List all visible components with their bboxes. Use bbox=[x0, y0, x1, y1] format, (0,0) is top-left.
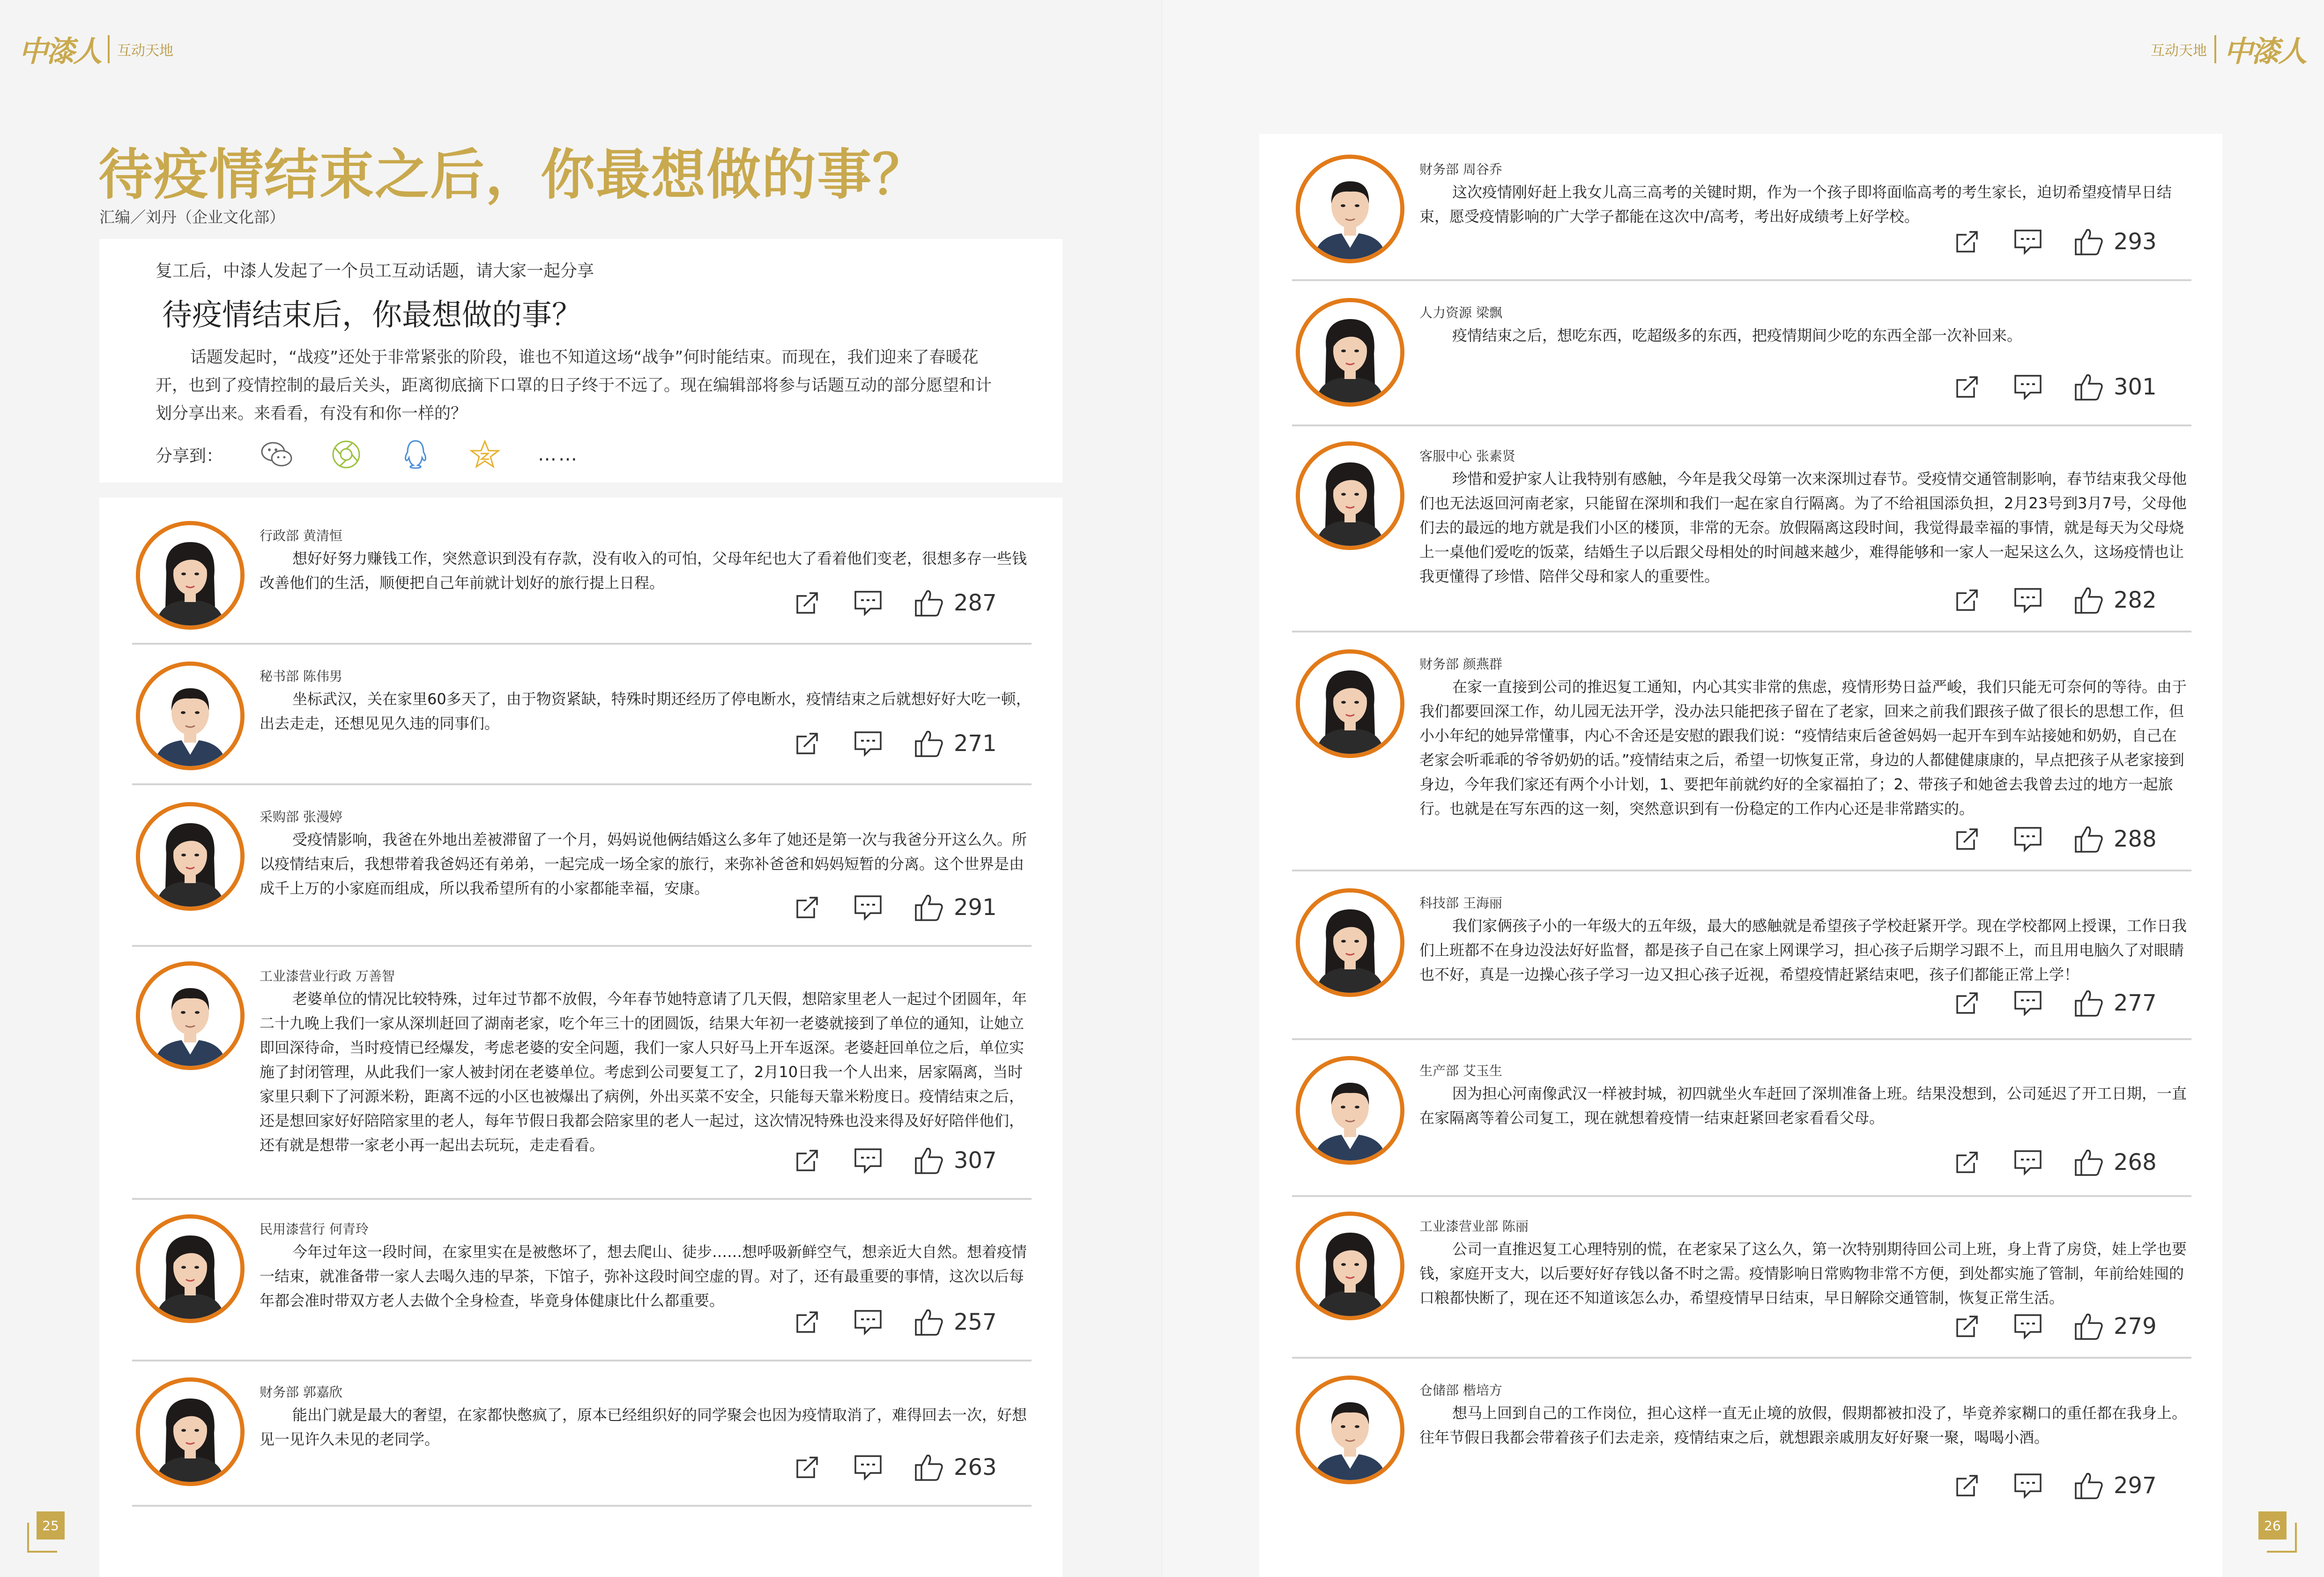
magazine-logo: 中漆人 bbox=[2223, 34, 2305, 68]
share-icon[interactable] bbox=[791, 891, 824, 924]
header-divider bbox=[108, 35, 110, 63]
page-number: 25 bbox=[37, 1511, 65, 1540]
comment-text: 坐标武汉，关在家里60多天了，由于物资紧缺，特殊时期还经历了停电断水，疫情结束之后就想好好大吃一顿，出去走走，还想见见久违的同事们。 bbox=[260, 690, 1031, 732]
like-icon[interactable] bbox=[2072, 823, 2105, 855]
comment-actions bbox=[1923, 225, 2165, 258]
share-icon[interactable] bbox=[1951, 371, 1983, 403]
share-label: 分享到： bbox=[156, 446, 223, 466]
comment-actions bbox=[763, 1451, 1005, 1484]
magazine-logo: 中漆人 bbox=[19, 34, 101, 68]
comment-text: 想马上回到自己的工作岗位，担心这样一直无止境的放假，假期都被扣没了，毕竟养家糊口的重任都在我身上。往年节假日我都会带着孩子们去走亲，疫情结束之后，就想跟亲戚朋友好好聚一聚，喝喝小酒。 bbox=[1419, 1404, 2187, 1446]
qzone-icon[interactable] bbox=[468, 438, 501, 471]
like-icon[interactable] bbox=[2072, 584, 2105, 617]
intro-body: 话题发起时，“战疫”还处于非常紧张的阶段，谁也不知道这场“战争”何时能结束。而现在，我们迎来了春暖花开，也到了疫情控制的最后关头，距离彻底摘下口罩的日子终于不远了。现在编辑部将参与话题互动的部分愿望和计划分享出来。来看看，有没有和你一样的？ bbox=[156, 348, 992, 423]
like-icon[interactable] bbox=[2072, 225, 2105, 258]
like-count: 277 bbox=[2114, 990, 2157, 1016]
comment-actions bbox=[1923, 1469, 2165, 1502]
comment-actions bbox=[1923, 371, 2165, 403]
comment-actions bbox=[763, 727, 1005, 760]
comment-text: 珍惜和爱护家人让我特别有感触，今年是我父母第一次来深圳过春节。受疫情交通管制影响，春节结束我父母他们也无法返回河南老家，只能留在深圳和我们一起在家自行隔离。为了不给祖国添负担，2月23号到3月7号，父母他们去的最远的地方就是我们小区的楼顶，非常的无奈。放假隔离这段时间，我觉得最幸福的事情，就是每天为父母烧上一桌他们爱吃的饭菜，结婚生子以后跟父母相处的时间越来越少，难得能够和一家人一起呆这么久，这场疫情也让我更懂得了珍惜、陪伴父母和家人的重要性。 bbox=[1419, 470, 2187, 585]
comment-item bbox=[1292, 150, 2191, 279]
comment-divider bbox=[132, 945, 1032, 947]
share-icon[interactable] bbox=[1951, 1310, 1983, 1343]
avatar bbox=[136, 1214, 245, 1323]
like-icon[interactable] bbox=[913, 727, 945, 760]
like-icon[interactable] bbox=[2072, 1469, 2105, 1502]
like-icon[interactable] bbox=[913, 587, 945, 619]
comment-divider bbox=[1292, 631, 2191, 632]
left-comment-list bbox=[99, 498, 1062, 1577]
comment-author: 客服中心 张素贤 bbox=[1419, 448, 1515, 464]
comment-icon[interactable] bbox=[2012, 987, 2044, 1019]
share-icon[interactable] bbox=[791, 727, 824, 760]
avatar bbox=[1296, 298, 1404, 407]
comment-icon[interactable] bbox=[852, 727, 884, 760]
avatar bbox=[1296, 155, 1404, 263]
section-title: 互动天地 bbox=[117, 42, 174, 59]
comment-icon[interactable] bbox=[852, 1144, 884, 1177]
comment-author: 生产部 艾玉生 bbox=[1419, 1063, 1502, 1079]
comment-actions bbox=[763, 587, 1005, 619]
comment-actions bbox=[763, 1144, 1005, 1177]
share-icon[interactable] bbox=[791, 1451, 824, 1484]
comment-author: 秘书部 陈伟男 bbox=[260, 669, 342, 684]
right-comment-list bbox=[1259, 134, 2222, 1577]
share-icon[interactable] bbox=[1951, 1146, 1983, 1179]
comment-divider bbox=[1292, 1195, 2191, 1197]
comment-item bbox=[132, 1210, 1032, 1360]
comment-text: 想好好努力赚钱工作，突然意识到没有存款，没有收入的可怕，父母年纪也大了看着他们变老，很想多存一些钱改善他们的生活，顺便把自己年前就计划好的旅行提上日程。 bbox=[260, 550, 1027, 592]
avatar bbox=[1296, 1056, 1404, 1165]
moments-icon[interactable] bbox=[330, 438, 363, 471]
comment-actions bbox=[763, 891, 1005, 924]
avatar bbox=[1296, 649, 1404, 758]
comment-icon[interactable] bbox=[2012, 1146, 2044, 1179]
comment-actions bbox=[1923, 1146, 2165, 1179]
wechat-icon[interactable] bbox=[260, 438, 293, 471]
intro-lead: 复工后，中漆人发起了一个员工互动话题，请大家一起分享 bbox=[156, 261, 594, 281]
comment-icon[interactable] bbox=[2012, 1469, 2044, 1502]
comment-divider bbox=[1292, 870, 2191, 871]
comment-text: 老婆单位的情况比较特殊，过年过节都不放假，今年春节她特意请了几天假，想陪家里老人一起过个团圆年，年二十九晚上我们一家从深圳赶回了湖南老家，吃个年三十的团圆饭，结果大年初一老婆就接到了单位的通知，让她立即回深待命，当时疫情已经爆发，考虑老婆的安全问题，我们一家人只好马上开车返深。老婆赶回单位之后，单位实施了封闭管理，从此我们一家人被封闭在老婆单位。考虑到公司要复工了，2月10日我一个人出来，居家隔离，当时家里只剩下了河源米粉，距离不远的小区也被爆出了病例，外出买菜不安全，只能每天靠米粉度日。疫情结束之后，还是想回家好好陪陪家里的老人，每年节假日我都会陪家里的老人一起过，这次情况特殊也没来得及好好陪伴他们，还有就是想带一家老小再一起出去玩玩，走走看看。 bbox=[260, 990, 1027, 1154]
comment-text: 因为担心河南像武汉一样被封城，初四就坐火车赶回了深圳准备上班。结果没想到，公司延迟了开工日期，一直在家隔离等着公司复工，现在就想着疫情一结束赶紧回老家看看父母。 bbox=[1419, 1085, 2187, 1127]
comment-actions bbox=[1923, 987, 2165, 1019]
like-count: 301 bbox=[2114, 374, 2157, 400]
comment-actions bbox=[1923, 1310, 2165, 1343]
comment-author: 工业漆营业部 陈丽 bbox=[1419, 1219, 1529, 1234]
comment-icon[interactable] bbox=[2012, 1310, 2044, 1343]
avatar bbox=[1296, 441, 1404, 550]
comment-item bbox=[132, 516, 1032, 643]
comment-icon[interactable] bbox=[2012, 225, 2044, 258]
like-count: 293 bbox=[2114, 229, 2157, 255]
like-icon[interactable] bbox=[2072, 371, 2105, 403]
comment-icon[interactable] bbox=[2012, 823, 2044, 855]
share-icon[interactable] bbox=[791, 587, 824, 619]
comment-divider bbox=[132, 1198, 1032, 1200]
comment-actions bbox=[1923, 823, 2165, 855]
comment-author: 民用漆营行 何青玲 bbox=[260, 1221, 369, 1237]
comment-item bbox=[132, 797, 1032, 945]
comment-text: 我们家俩孩子小的一年级大的五年级，最大的感触就是希望孩子学校赶紧开学。现在学校都网上授课，工作日我们上班都不在身边没法好好监督，都是孩子自己在家上网课学习，担心孩子后期学习跟不上，而且用电脑久了对眼睛也不好，真是一边操心孩子学习一边又担心孩子近视，希望疫情赶紧结束吧，孩子们都能正常上学！ bbox=[1419, 917, 2187, 983]
comment-icon[interactable] bbox=[2012, 584, 2044, 617]
comment-author: 财务部 周谷乔 bbox=[1419, 162, 1502, 177]
comment-item bbox=[132, 657, 1032, 783]
comment-author: 工业漆营业行政 万善智 bbox=[260, 968, 395, 984]
comment-author: 科技部 王海丽 bbox=[1419, 895, 1502, 911]
share-more[interactable]: …… bbox=[538, 444, 579, 465]
share-icon[interactable] bbox=[1951, 584, 1983, 617]
comment-divider bbox=[1292, 424, 2191, 426]
comment-item bbox=[1292, 1051, 2191, 1195]
comment-item bbox=[1292, 1207, 2191, 1357]
like-count: 271 bbox=[954, 730, 997, 757]
like-count: 297 bbox=[2114, 1473, 2157, 1499]
comment-text: 能出门就是最大的奢望，在家都快憋疯了，原本已经组织好的同学聚会也因为疫情取消了，难得回去一次，好想见一见许久未见的老同学。 bbox=[260, 1406, 1027, 1448]
avatar bbox=[136, 961, 245, 1070]
left-header bbox=[19, 28, 173, 70]
comment-item bbox=[132, 957, 1032, 1198]
like-count: 279 bbox=[2114, 1313, 2157, 1339]
intro-question: 待疫情结束后，你最想做的事？ bbox=[162, 298, 582, 333]
comment-author: 人力资源 梁飘 bbox=[1419, 305, 1502, 320]
like-count: 287 bbox=[954, 590, 997, 616]
comment-text: 疫情结束之后，想吃东西，吃超级多的东西，把疫情期间少吃的东西全部一次补回来。 bbox=[1452, 327, 2022, 344]
comment-author: 财务部 颜燕群 bbox=[1419, 656, 1502, 672]
comment-author: 行政部 黄清恒 bbox=[260, 528, 342, 543]
like-count: 291 bbox=[954, 894, 997, 921]
comment-actions bbox=[1923, 584, 2165, 617]
share-icon[interactable] bbox=[1951, 987, 1983, 1019]
share-icon[interactable] bbox=[1951, 823, 1983, 855]
like-count: 263 bbox=[954, 1454, 997, 1480]
comment-icon[interactable] bbox=[852, 1451, 884, 1484]
share-bar bbox=[156, 438, 1006, 471]
like-icon[interactable] bbox=[913, 1306, 945, 1339]
comment-item bbox=[1292, 645, 2191, 870]
comment-item bbox=[132, 1373, 1032, 1505]
like-icon[interactable] bbox=[2072, 987, 2105, 1019]
like-count: 307 bbox=[954, 1147, 997, 1174]
comment-author: 采购部 张漫婷 bbox=[260, 809, 342, 825]
comment-divider bbox=[132, 1360, 1032, 1361]
comment-actions bbox=[763, 1306, 1005, 1339]
share-icon[interactable] bbox=[1951, 1469, 1983, 1502]
qq-icon[interactable] bbox=[399, 438, 432, 471]
comment-item bbox=[1292, 884, 2191, 1038]
article-credit: 汇编／刘丹（企业文化部） bbox=[99, 208, 285, 226]
comment-text: 今年过年这一段时间，在家里实在是被憋坏了，想去爬山、徒步……想呼吸新鲜空气，想亲近大自然。想着疫情一结束，就准备带一家人去喝久违的早茶，下馆子，弥补这段时间空虚的胃。对了，还有最重要的事情，这次以后每年都会准时带双方老人去做个全身检查，毕竟身体健康比什么都重要。 bbox=[260, 1243, 1027, 1309]
share-icon[interactable] bbox=[1951, 225, 1983, 258]
comment-item bbox=[1292, 293, 2191, 424]
page-number: 26 bbox=[2258, 1511, 2287, 1540]
share-icon[interactable] bbox=[791, 1144, 824, 1177]
comment-divider bbox=[1292, 1038, 2191, 1040]
comment-divider bbox=[132, 1505, 1032, 1507]
intro-card bbox=[99, 239, 1062, 483]
like-icon[interactable] bbox=[2072, 1146, 2105, 1179]
like-count: 288 bbox=[2114, 826, 2157, 852]
comment-icon[interactable] bbox=[852, 891, 884, 924]
like-count: 268 bbox=[2114, 1149, 2157, 1175]
avatar bbox=[136, 1377, 245, 1486]
comment-icon[interactable] bbox=[852, 1306, 884, 1339]
comment-item bbox=[1292, 437, 2191, 631]
like-icon[interactable] bbox=[913, 891, 945, 924]
comment-divider bbox=[132, 783, 1032, 785]
comment-text: 在家一直接到公司的推迟复工通知，内心其实非常的焦虑，疫情形势日益严峻，我们只能无可奈何的等待。由于我们都要回深工作，幼儿园无法开学，没办法只能把孩子留在了老家，回来之前我们跟孩子做了很长的思想工作，但小小年纪的她异常懂事，内心不舍还是安慰的跟我们说：“疫情结束后爸爸妈妈一起开车到车站接她和奶奶，自己在老家会听乖乖的爷爷奶奶的话。”疫情结束之后，希望一切恢复正常，身边的人都健健康康的，早点把孩子从老家接到身边，今年我们家还有两个小计划，1、要把年前就约好的全家福拍了；2、带孩子和她爸去我曾去过的地方一起旅行。也就是在写东西的这一刻，突然意识到有一份稳定的工作内心还是非常踏实的。 bbox=[1419, 678, 2187, 818]
article-title: 待疫情结束之后，你最想做的事？ bbox=[98, 143, 928, 207]
comment-divider bbox=[1292, 1357, 2191, 1359]
header-divider bbox=[2214, 35, 2216, 63]
avatar bbox=[1296, 1212, 1404, 1320]
comment-divider bbox=[1292, 279, 2191, 281]
comment-text: 这次疫情刚好赶上我女儿高三高考的关键时期，作为一个孩子即将面临高考的考生家长，迫切希望疫情早日结束，愿受疫情影响的广大学子都能在这次中/高考，考出好成绩考上好学校。 bbox=[1419, 183, 2172, 225]
comment-item bbox=[1292, 1371, 2191, 1525]
comment-text: 受疫情影响，我爸在外地出差被滞留了一个月，妈妈说他俩结婚这么多年了她还是第一次与我爸分开这么久。所以疫情结束后，我想带着我爸妈还有弟弟，一起完成一场全家的旅行，来弥补爸爸和妈妈短暂的分离。这个世界是由成千上万的小家庭而组成，所以我希望所有的小家都能幸福，安康。 bbox=[260, 831, 1027, 897]
comment-author: 财务部 郭嘉欣 bbox=[260, 1384, 342, 1400]
comment-icon[interactable] bbox=[2012, 371, 2044, 403]
like-count: 257 bbox=[954, 1309, 997, 1335]
like-icon[interactable] bbox=[913, 1451, 945, 1484]
like-icon[interactable] bbox=[913, 1144, 945, 1177]
comment-divider bbox=[132, 643, 1032, 645]
comment-text: 公司一直推迟复工心理特别的慌，在老家呆了这么久，第一次特别期待回公司上班，身上背了房贷，娃上学也要钱，家庭开支大，以后要好好存钱以备不时之需。疫情影响日常购物非常不方便，到处都实施了管制，年前给娃囤的口粮都快断了，现在还不知道该怎么办，希望疫情早日结束，早日解除交通管制，恢复正常生活。 bbox=[1419, 1240, 2187, 1307]
section-title: 互动天地 bbox=[2150, 42, 2207, 59]
avatar bbox=[136, 662, 245, 770]
like-icon[interactable] bbox=[2072, 1310, 2105, 1343]
comment-icon[interactable] bbox=[852, 587, 884, 619]
avatar bbox=[136, 521, 245, 630]
avatar bbox=[136, 802, 245, 911]
right-header bbox=[2151, 28, 2305, 70]
avatar bbox=[1296, 1376, 1404, 1484]
avatar bbox=[1296, 888, 1404, 997]
like-count: 282 bbox=[2114, 587, 2157, 613]
share-icon[interactable] bbox=[791, 1306, 824, 1339]
comment-author: 仓储部 楷培方 bbox=[1419, 1383, 1502, 1398]
